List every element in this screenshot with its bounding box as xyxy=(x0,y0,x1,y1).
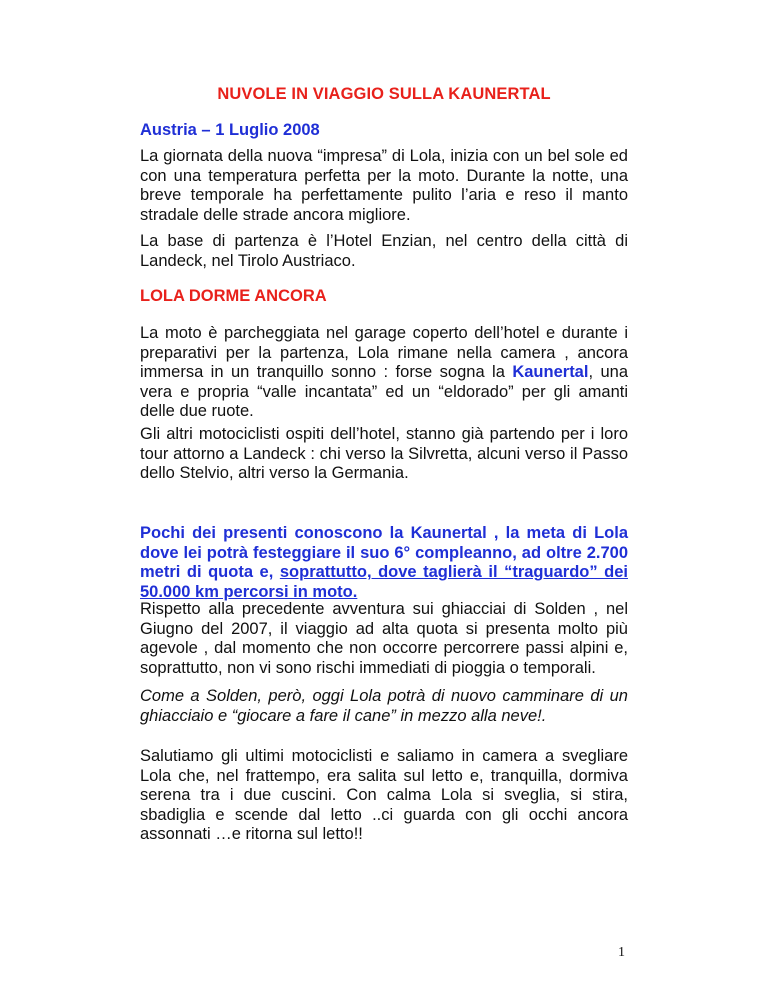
paragraph-intro-text: La giornata della nuova “impresa” di Lola, inizia con un bel sole ed con una temperatura perfetta per la moto. Durante la notte, una breve temporale ha perfettamente pulito l’aria e reso il manto stradale delle strade ancora migliore. xyxy=(140,147,628,224)
paragraph-base-text: La base di partenza è l’Hotel Enzian, nel centro della città di Landeck, nel Tirolo Austriaco. xyxy=(140,232,628,270)
paragraph-highlight-underlined: soprattutto, dove taglierà il “traguardo” dei 50.000 km percorsi in moto. xyxy=(140,563,628,601)
paragraph-base xyxy=(140,232,628,271)
paragraph-garage xyxy=(140,324,628,422)
section-title: LOLA DORME ANCORA xyxy=(140,287,327,305)
paragraph-highlight xyxy=(140,524,628,602)
paragraph-wakeup-text: Salutiamo gli ultimi motociclisti e saliamo in camera a svegliare Lola che, nel frattempo, era salita sul letto e, tranquilla, dormiva serena tra i due cuscini. Con calma Lola si sveglia, si stira, sbadiglia e scende dal letto ..ci guarda con gli occhi ancora assonnati …e ritorna sul letto!! xyxy=(140,747,628,844)
paragraph-motorcyclists-text: Gli altri motociclisti ospiti dell’hotel, stanno già partendo per i loro tour attorno a Landeck : chi verso la Silvretta, alcuni verso il Passo dello Stelvio, altri verso la Germania. xyxy=(140,425,628,483)
paragraph-intro xyxy=(140,147,628,225)
paragraph-garage-text-1: La moto è parcheggiata nel garage coperto dell’hotel e durante i preparativi per la partenza, Lola rimane nella camera , ancora immersa in un tranquillo sonno : forse sogna la xyxy=(140,324,628,382)
paragraph-glacier-text: Come a Solden, però, oggi Lola potrà di nuovo camminare di un ghiacciaio e “giocare a fare il cane” in mezzo alla neve!. xyxy=(140,687,628,725)
paragraph-garage-text-2: , una vera e propria “valle incantata” ed un “eldorado” per gli amanti delle due ruote. xyxy=(140,363,629,421)
paragraph-solden-text: Rispetto alla precedente avventura sui ghiacciai di Solden , nel Giugno del 2007, il viaggio ad alta quota si presenta molto più agevole , dal momento che non occorre percorrere passi alpini e, soprattutto, non vi sono rischi immediati di pioggia o temporali. xyxy=(140,600,628,677)
paragraph-glacier xyxy=(140,687,628,726)
paragraph-motorcyclists xyxy=(140,425,628,484)
kaunertal-highlight: Kaunertal xyxy=(512,363,589,382)
document-date: Austria – 1 Luglio 2008 xyxy=(140,121,320,139)
paragraph-wakeup xyxy=(140,747,628,845)
paragraph-solden xyxy=(140,600,628,678)
page-number: 1 xyxy=(618,945,625,960)
document-title: NUVOLE IN VIAGGIO SULLA KAUNERTAL xyxy=(217,85,551,103)
paragraph-highlight-text-1: Pochi dei presenti conoscono la Kaunertal , la meta di Lola dove lei potrà festeggiare il suo 6° compleanno, ad oltre 2.700 metri di quota e, xyxy=(140,524,628,582)
